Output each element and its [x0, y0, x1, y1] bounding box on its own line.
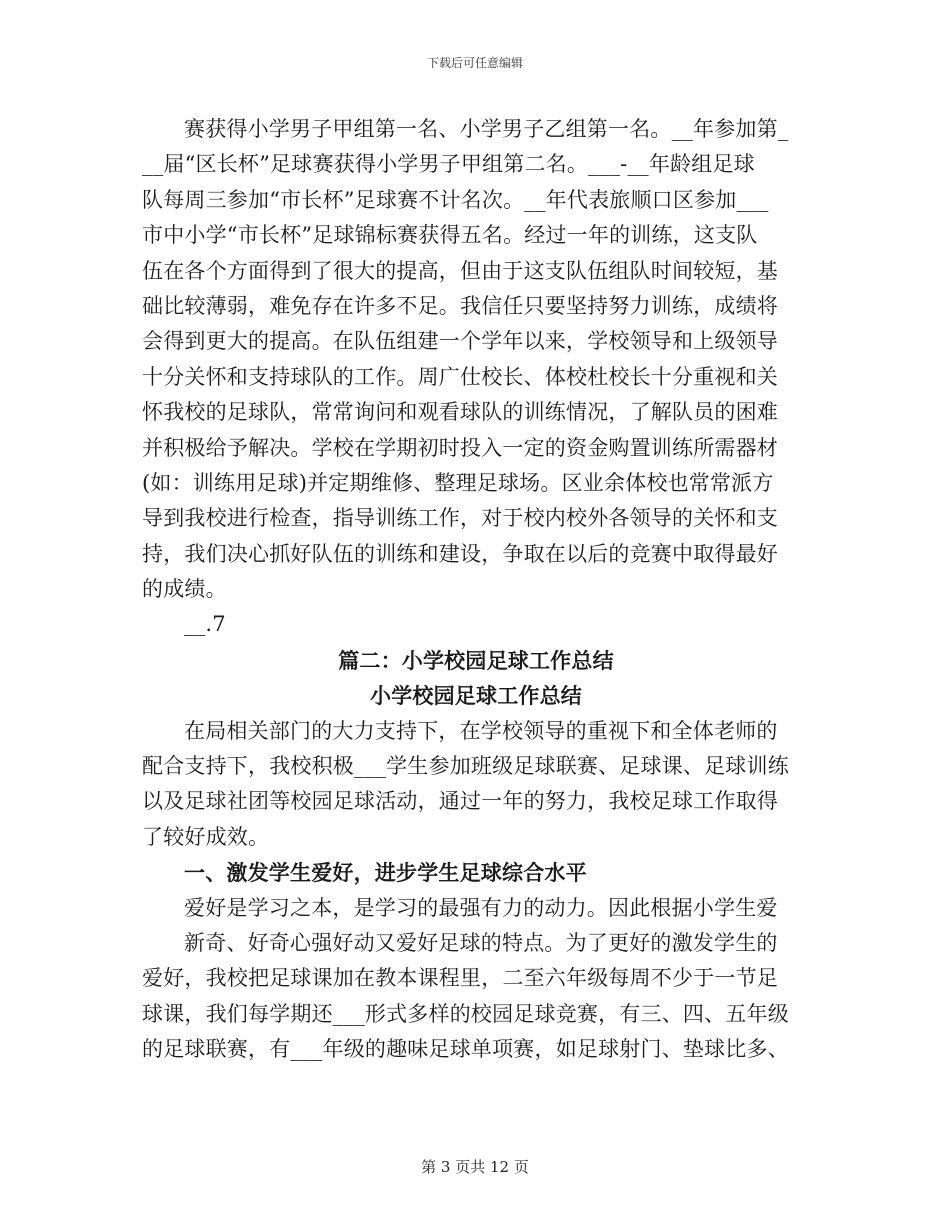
text-line: 伍在各个方面得到了很大的提高，但由于这支队伍组队时间较短，基	[142, 258, 778, 283]
text-line: 怀我校的足球队，常常询问和观看球队的训练情况，了解队员的困难	[142, 400, 778, 425]
document-body	[142, 112, 810, 1068]
page-header: 下载后可任意编辑	[426, 56, 523, 70]
text-line: 市中小学“市长杯”足球锦标赛获得五名。经过一年的训练，这支队	[142, 223, 758, 248]
text-line: 以及足球社团等校园足球活动，通过一年的努力，我校足球工作取得	[142, 789, 778, 814]
text-line: 了较好成效。	[142, 824, 270, 849]
text-line: __.7	[184, 612, 226, 637]
article-title: 小学校园足球工作总结	[370, 683, 582, 709]
text-line: 爱好是学习之本，是学习的最强有力的动力。因此根据小学生爱	[184, 895, 778, 920]
text-line: 新奇、好奇心强好动又爱好足球的特点。为了更好的激发学生的	[184, 930, 778, 955]
text-line: 导到我校进行检查，指导训练工作，对于校内校外各领导的关怀和支	[142, 506, 778, 531]
text-line: 十分关怀和支持球队的工作。周广仕校长、体校杜校长十分重视和关	[142, 364, 778, 389]
text-line: 爱好，我校把足球课加在教本课程里，二至六年级每周不少于一节足	[142, 966, 778, 991]
text-line: 配合支持下，我校积极___学生参加班级足球联赛、足球课、足球训练	[142, 754, 789, 779]
subheading: 一、激发学生爱好，进步学生足球综合水平	[184, 860, 587, 886]
text-line: 队每周三参加“市长杯”足球赛不计名次。__年代表旅顺口区参加___	[142, 187, 769, 212]
section-title: 篇二：小学校园足球工作总结	[338, 647, 614, 673]
text-line: 础比较薄弱，难免存在许多不足。我信任只要坚持努力训练，成绩将	[142, 293, 778, 318]
text-line: 在局相关部门的大力支持下，在学校领导的重视下和全体老师的	[184, 718, 778, 743]
text-line: __届“区长杯”足球赛获得小学男子甲组第二名。___-__年龄组足球	[142, 152, 755, 177]
text-line: 的足球联赛，有___年级的趣味足球单项赛，如足球射门、垫球比多、	[142, 1037, 789, 1062]
text-line: (如：训练用足球)并定期维修、整理足球场。区业余体校也常常派方	[142, 470, 774, 495]
text-line: 的成绩。	[142, 577, 227, 602]
page-footer: 第 3 页共 12 页	[421, 1158, 529, 1176]
text-line: 球课，我们每学期还___形式多样的校园足球竞赛，有三、四、五年级	[142, 1001, 789, 1026]
text-line: 并积极给予解决。学校在学期初时投入一定的资金购置训练所需器材	[142, 435, 778, 460]
text-line: 持，我们决心抓好队伍的训练和建设，争取在以后的竞赛中取得最好	[142, 541, 778, 566]
text-line: 赛获得小学男子甲组第一名、小学男子乙组第一名。__年参加第_	[184, 117, 789, 141]
text-line: 会得到更大的提高。在队伍组建一个学年以来，学校领导和上级领导	[142, 329, 778, 354]
